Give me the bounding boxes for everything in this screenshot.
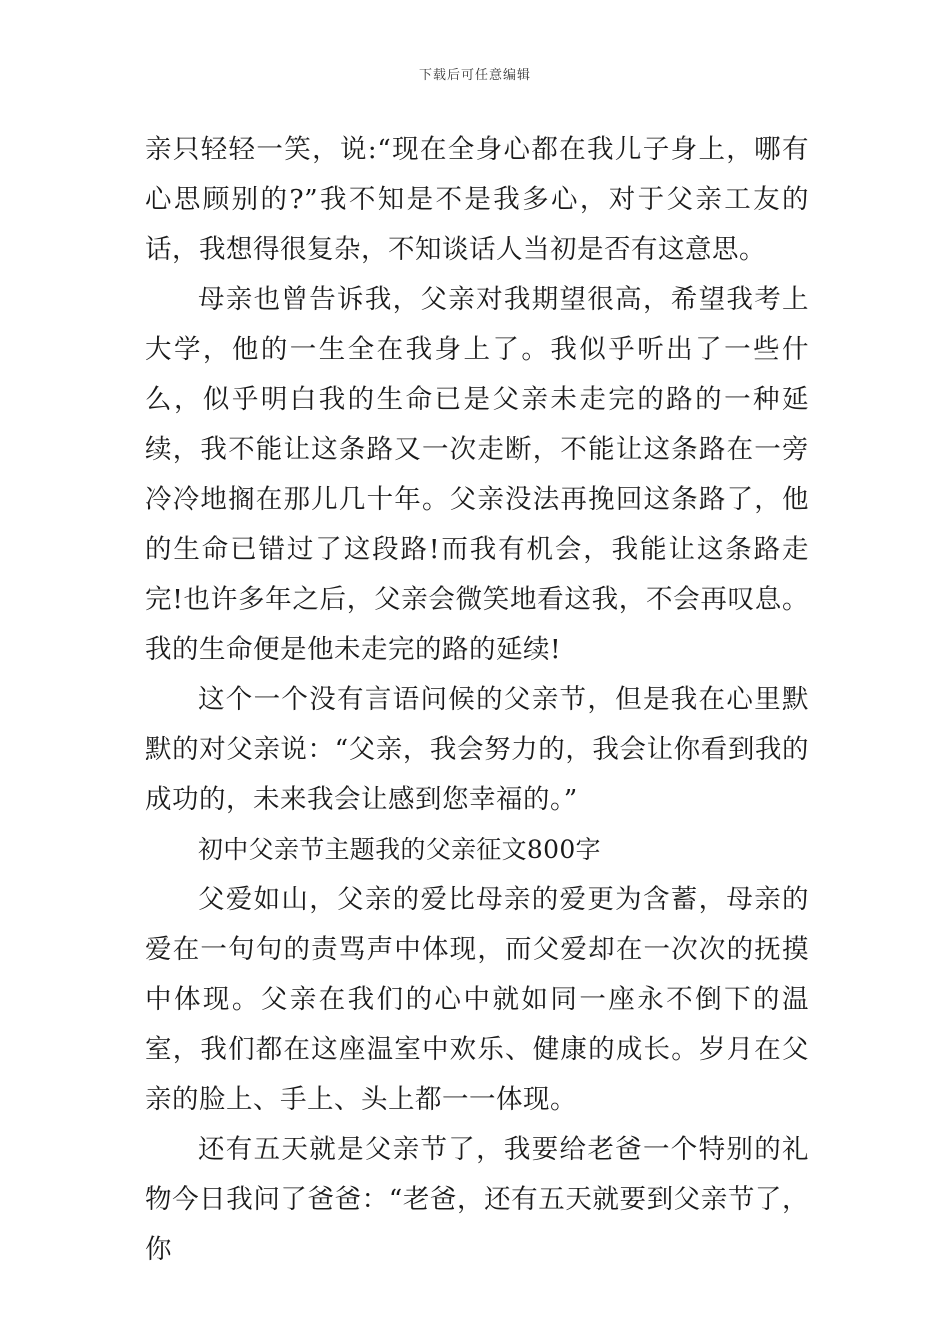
paragraph-continuation: 亲只轻轻一笑，说:“现在全身心都在我儿子身上，哪有心思顾别的?”我不知是不是我多心，对于父亲工友的话，我想得很复杂，不知谈话人当初是否有这意思。 — [145, 134, 809, 265]
paragraph-fathers-love: 父爱如山，父亲的爱比母亲的爱更为含蓄，母亲的爱在一句句的责骂声中体现，而父爱却在一次次的抚摸中体现。父亲在我们的心中就如同一座永不倒下的温室，我们都在这座温室中欢乐、健康的成长。岁月在父亲的脸上、手上、头上都一一体现。 — [145, 884, 809, 1115]
paragraph-fathers-day-message: 这个一个没有言语问候的父亲节，但是我在心里默默的对父亲说：“父亲，我会努力的，我会让你看到我的成功的，未来我会让感到您幸福的。” — [145, 684, 809, 815]
essay-title: 初中父亲节主题我的父亲征文800字 — [198, 835, 601, 864]
document-body — [145, 125, 809, 1275]
page-header: 下载后可任意编辑 — [418, 68, 531, 83]
paragraph-mother-expectation: 母亲也曾告诉我，父亲对我期望很高，希望我考上大学，他的一生全在我身上了。我似乎听出了一些什么，似乎明白我的生命已是父亲未走完的路的一种延续，我不能让这条路又一次走断，不能让这条路在一旁冷冷地搁在那儿几十年。父亲没法再挽回这条路了，他的生命已错过了这段路!而我有机会，我能让这条路走完!也许多年之后，父亲会微笑地看这我，不会再叹息。我的生命便是他未走完的路的延续! — [145, 284, 809, 665]
paragraph-five-days: 还有五天就是父亲节了，我要给老爸一个特别的礼物今日我问了爸爸：“老爸，还有五天就要到父亲节了，你 — [145, 1134, 809, 1265]
